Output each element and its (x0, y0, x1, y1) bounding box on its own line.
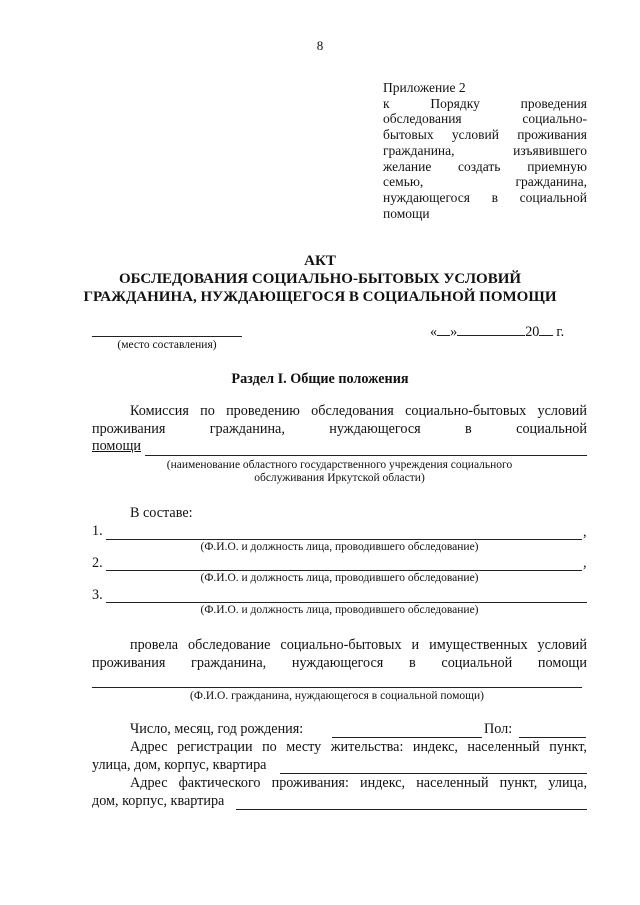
member-number: 3. (92, 587, 103, 603)
word: проживания (92, 655, 166, 671)
commission-line: помощи (92, 438, 142, 454)
word: гражданина, (191, 655, 267, 671)
act-subtitle-1: ОБСЛЕДОВАНИЯ СОЦИАЛЬНО-БЫТОВЫХ УСЛОВИЙ (118, 271, 522, 287)
birth-row (130, 721, 303, 738)
word: проведению (226, 403, 300, 419)
word: помощи (537, 655, 587, 671)
annex-word: гражданина, (515, 174, 587, 190)
act-subtitle-2: ГРАЖДАНИНА, НУЖДАЮЩЕГОСЯ В СОЦИАЛЬНОЙ ПОМОЩИ (83, 289, 557, 305)
member-number: 1. (92, 523, 103, 539)
annex-line: помощи (383, 205, 430, 221)
citizen-field[interactable] (92, 687, 582, 688)
word: улица, (548, 775, 587, 791)
word: по (200, 403, 215, 419)
annex-word: в (491, 189, 498, 205)
composition-label: В составе: (130, 505, 193, 521)
word: регистрации (176, 739, 253, 755)
survey-line (130, 637, 587, 654)
word: населенный (467, 739, 540, 755)
member-field[interactable] (106, 602, 587, 603)
annex-line (383, 111, 587, 127)
annex-word: семью, (383, 174, 424, 190)
word: Комиссия (130, 403, 189, 419)
member-caption: (Ф.И.О. и должность лица, проводившего обследование) (200, 541, 479, 553)
word: Адрес (130, 775, 168, 791)
word: гражданина, (209, 421, 285, 437)
annex-word: Порядку (430, 95, 480, 111)
actual-address-line (130, 775, 587, 792)
word: месту (286, 739, 322, 755)
annex-word: бытовых (383, 127, 434, 143)
member-field[interactable] (106, 539, 582, 540)
survey-line (92, 655, 587, 672)
annex-line (383, 190, 587, 206)
word: обследование (188, 637, 271, 653)
word: в (408, 655, 416, 671)
birth-field[interactable] (332, 737, 482, 738)
annex-word: социальной (519, 189, 587, 205)
annex-word: проживания (517, 127, 587, 143)
annex-line (383, 127, 587, 143)
date-day-blank[interactable] (437, 322, 450, 336)
sex-label: Пол: (484, 721, 513, 737)
citizen-caption: (Ф.И.О. гражданина, нуждающегося в социальной помощи) (190, 690, 484, 702)
page-number: 8 (316, 38, 324, 53)
member-caption: (Ф.И.О. и должность лица, проводившего обследование) (200, 604, 479, 616)
reg-address-line (130, 739, 587, 756)
annex-word: создать (458, 158, 501, 174)
birth-label: Число, месяц, год рождения: (130, 721, 304, 737)
word: нуждающегося (291, 655, 384, 671)
annex-word: желание (383, 158, 432, 174)
date-month-blank[interactable] (457, 322, 525, 336)
word: фактического (178, 775, 261, 791)
word: проживания (92, 421, 166, 437)
annex-word: к (383, 95, 390, 111)
date-suffix: г. (556, 324, 565, 340)
annex-word: условий (451, 127, 499, 143)
word: пункт, (549, 739, 587, 755)
date-quote-close: » (450, 324, 458, 340)
institution-caption: обслуживания Иркутской области) (254, 472, 425, 484)
annex-title: Приложение 2 (383, 80, 466, 95)
date-year-blank[interactable] (539, 322, 553, 336)
actual-address-line: дом, корпус, квартира (92, 793, 225, 809)
word: социальной (516, 421, 587, 437)
word: Адрес (130, 739, 168, 755)
commission-line (130, 403, 587, 420)
word: индекс, (360, 775, 406, 791)
annex-line (383, 159, 587, 175)
word: населенный (416, 775, 489, 791)
act-title: АКТ (304, 253, 336, 269)
annex-word: нуждающегося (383, 189, 470, 205)
word: проживания: (271, 775, 349, 791)
word: условий (537, 403, 587, 419)
member-end: , (583, 524, 587, 540)
member-field[interactable] (106, 570, 582, 571)
word: социальной (441, 655, 513, 671)
word: жительства: (330, 739, 404, 755)
word: по (262, 739, 277, 755)
annex-word: социально- (522, 111, 587, 127)
institution-field[interactable] (145, 455, 587, 456)
word: пункт, (499, 775, 538, 791)
word: индекс, (412, 739, 458, 755)
word: имущественных (429, 637, 528, 653)
commission-line (92, 421, 587, 438)
word: обследования (311, 403, 394, 419)
annex-word: приемную (527, 158, 587, 174)
word: нуждающегося (329, 421, 421, 437)
annex-word: проведения (520, 95, 587, 111)
place-caption: (место составления) (117, 339, 217, 351)
annex-line (383, 174, 587, 190)
annex-word: гражданина, (383, 142, 455, 158)
place-field[interactable] (92, 336, 242, 337)
member-end: , (583, 555, 587, 571)
date-year-prefix: 20 (525, 324, 540, 340)
annex-line (383, 143, 587, 159)
word: социально-бытовых (405, 403, 527, 419)
word: провела (130, 637, 179, 653)
annex-word: обследования (383, 111, 462, 127)
reg-address-line: улица, дом, корпус, квартира (92, 757, 267, 773)
date-field[interactable] (430, 322, 564, 341)
annex-block (383, 80, 587, 221)
reg-address-field[interactable] (280, 773, 587, 774)
word: социально-бытовых (280, 637, 402, 653)
word: и (411, 637, 420, 653)
date-quote-open: « (430, 324, 438, 340)
sex-field[interactable] (519, 737, 586, 738)
word: условий (537, 637, 587, 653)
member-caption: (Ф.И.О. и должность лица, проводившего обследование) (200, 572, 479, 584)
actual-address-field[interactable] (236, 809, 587, 810)
annex-line (383, 96, 587, 112)
section-title: Раздел I. Общие положения (231, 371, 409, 387)
annex-word: изъявившего (513, 142, 587, 158)
word: в (465, 421, 472, 437)
institution-caption: (наименование областного государственного учреждения социального (166, 459, 513, 471)
member-number: 2. (92, 555, 103, 571)
